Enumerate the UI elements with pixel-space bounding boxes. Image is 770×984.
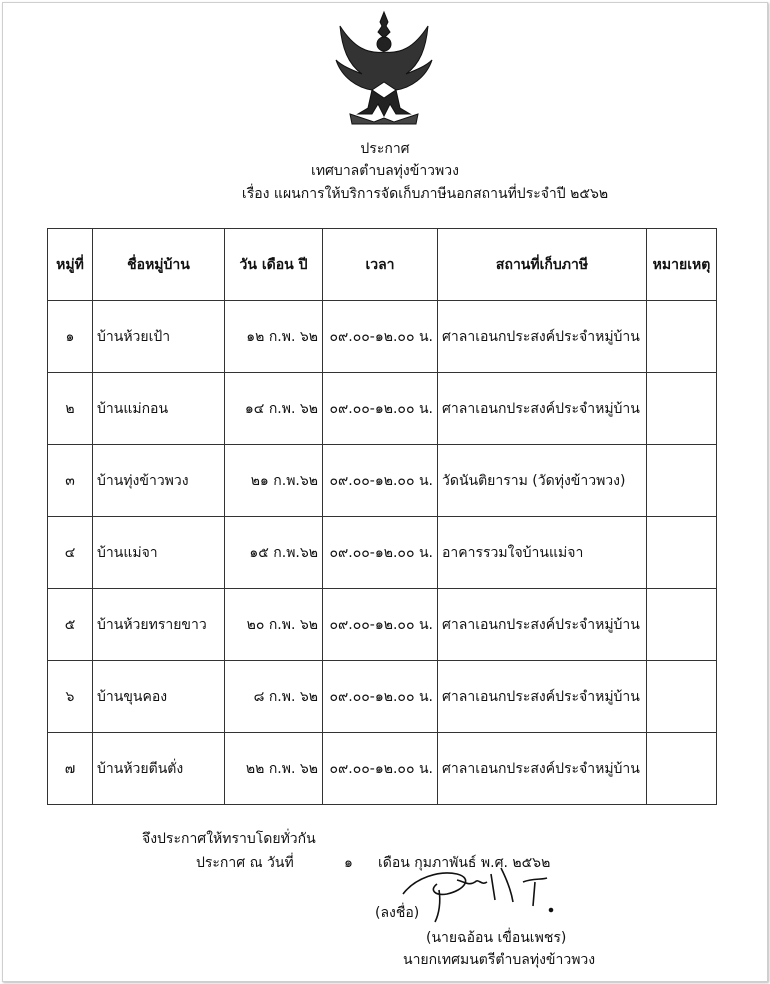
cell-note — [647, 589, 717, 661]
cell-time: ๐๙.๐๐-๑๒.๐๐ น. — [323, 517, 438, 589]
given-day: ๑ — [344, 855, 353, 871]
cell-time: ๐๙.๐๐-๑๒.๐๐ น. — [323, 373, 438, 445]
cell-date: ๒๐ ก.พ. ๖๒ — [225, 589, 323, 661]
table-row — [48, 733, 717, 805]
cell-place: วัดนันติยาราม (วัดทุ่งข้าวพวง) — [438, 445, 647, 517]
cell-date: ๑๕ ก.พ.๖๒ — [225, 517, 323, 589]
cell-moo: ๕ — [48, 589, 93, 661]
column-header-note: หมายเหตุ — [647, 229, 717, 301]
cell-moo: ๔ — [48, 517, 93, 589]
cell-date: ๑๔ ก.พ. ๖๒ — [225, 373, 323, 445]
cell-moo: ๗ — [48, 733, 93, 805]
cell-village: บ้านห้วยทรายขาว — [93, 589, 225, 661]
table-row — [48, 661, 717, 733]
cell-moo: ๒ — [48, 373, 93, 445]
header-subject: เรื่อง แผนการให้บริการจัดเก็บภาษีนอกสถานที่ประจำปี ๒๕๖๒ — [241, 186, 609, 202]
signature-icon — [395, 860, 565, 930]
table-row — [48, 517, 717, 589]
cell-time: ๐๙.๐๐-๑๒.๐๐ น. — [323, 301, 438, 373]
table-row — [48, 301, 717, 373]
garuda-emblem-icon — [328, 8, 440, 130]
cell-time: ๐๙.๐๐-๑๒.๐๐ น. — [323, 445, 438, 517]
column-header-date: วัน เดือน ปี — [225, 229, 323, 301]
cell-date: ๒๑ ก.พ.๖๒ — [225, 445, 323, 517]
table-row — [48, 445, 717, 517]
cell-date: ๘ ก.พ. ๖๒ — [225, 661, 323, 733]
cell-moo: ๖ — [48, 661, 93, 733]
column-header-place: สถานที่เก็บภาษี — [438, 229, 647, 301]
cell-date: ๑๒ ก.พ. ๖๒ — [225, 301, 323, 373]
table-row — [48, 373, 717, 445]
cell-time: ๐๙.๐๐-๑๒.๐๐ น. — [323, 661, 438, 733]
cell-note — [647, 301, 717, 373]
cell-village: บ้านห้วยเป้า — [93, 301, 225, 373]
cell-date: ๒๒ ก.พ. ๖๒ — [225, 733, 323, 805]
column-header-time: เวลา — [323, 229, 438, 301]
cell-note — [647, 733, 717, 805]
column-header-moo: หมู่ที่ — [48, 229, 93, 301]
given-month-year: เดือน กุมภาพันธ์ พ.ศ. ๒๕๖๒ — [378, 855, 551, 871]
signed-label: (ลงชื่อ) — [375, 905, 420, 921]
cell-note — [647, 517, 717, 589]
cell-place: ศาลาเอนกประสงค์ประจำหมู่บ้าน — [438, 733, 647, 805]
cell-note — [647, 445, 717, 517]
signer-name: (นายฉอ้อน เขื่อนเพชร) — [426, 930, 567, 946]
table-header-row — [48, 229, 717, 301]
cell-time: ๐๙.๐๐-๑๒.๐๐ น. — [323, 589, 438, 661]
given-prefix: ประกาศ ณ วันที่ — [196, 855, 294, 871]
cell-village: บ้านขุนคอง — [93, 661, 225, 733]
cell-place: ศาลาเอนกประสงค์ประจำหมู่บ้าน — [438, 661, 647, 733]
header-org: เทศบาลตำบลทุ่งข้าวพวง — [311, 163, 459, 179]
cell-moo: ๑ — [48, 301, 93, 373]
cell-place: ศาลาเอนกประสงค์ประจำหมู่บ้าน — [438, 301, 647, 373]
announce-text: จึงประกาศให้ทราบโดยทั่วกัน — [142, 831, 316, 847]
cell-village: บ้านห้วยตีนตั่ง — [93, 733, 225, 805]
cell-note — [647, 661, 717, 733]
column-header-village: ชื่อหมู่บ้าน — [93, 229, 225, 301]
cell-time: ๐๙.๐๐-๑๒.๐๐ น. — [323, 733, 438, 805]
signer-position: นายกเทศมนตรีตำบลทุ่งข้าวพวง — [403, 952, 596, 968]
schedule-table — [47, 228, 717, 805]
cell-place: อาคารรวมใจบ้านแม่จา — [438, 517, 647, 589]
cell-place: ศาลาเอนกประสงค์ประจำหมู่บ้าน — [438, 589, 647, 661]
cell-village: บ้านแม่จา — [93, 517, 225, 589]
cell-moo: ๓ — [48, 445, 93, 517]
cell-place: ศาลาเอนกประสงค์ประจำหมู่บ้าน — [438, 373, 647, 445]
cell-note — [647, 373, 717, 445]
table-row — [48, 589, 717, 661]
cell-village: บ้านทุ่งข้าวพวง — [93, 445, 225, 517]
header-title: ประกาศ — [360, 141, 410, 157]
cell-village: บ้านแม่กอน — [93, 373, 225, 445]
